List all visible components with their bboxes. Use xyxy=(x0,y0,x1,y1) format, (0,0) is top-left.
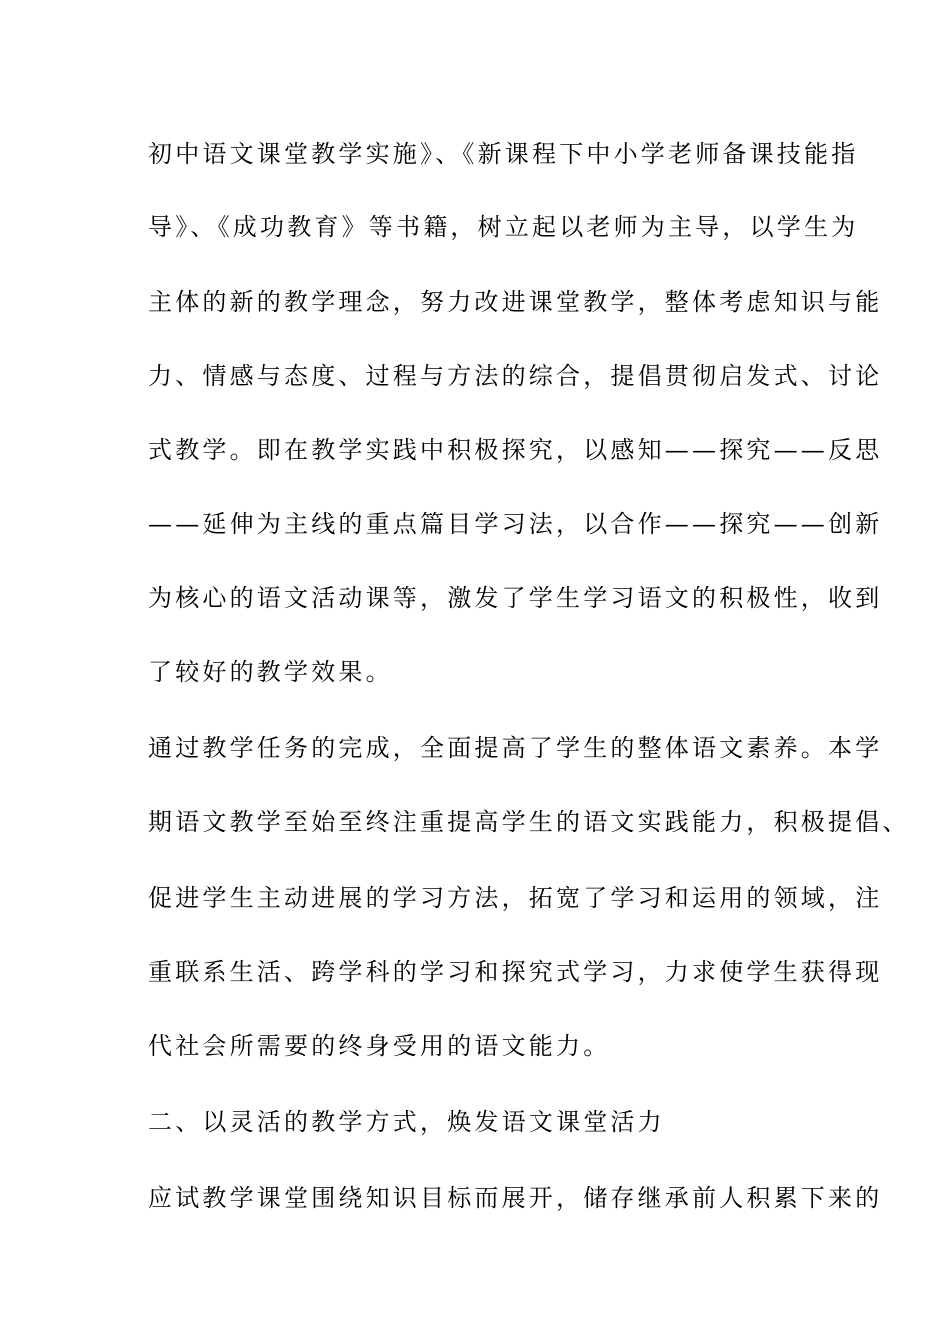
text-line: 式教学。即在教学实践中积极探究，以感知——探究——反思 xyxy=(148,436,883,464)
text-line: 通过教学任务的完成，全面提高了学生的整体语文素养。本学 xyxy=(148,734,883,762)
text-line: ——延伸为主线的重点篇目学习法，以合作——探究——创新 xyxy=(148,510,883,538)
text-line: 代社会所需要的终身受用的语文能力。 xyxy=(148,1032,611,1060)
text-line: 了较好的教学效果。 xyxy=(148,658,393,686)
text-line: 为核心的语文活动课等，激发了学生学习语文的积极性，收到 xyxy=(148,584,883,612)
section-heading: 二、以灵活的教学方式，焕发语文课堂活力 xyxy=(148,1108,665,1136)
text-line: 初中语文课堂教学实施》、《新课程下中小学老师备课技能指 xyxy=(148,140,859,168)
text-line: 主体的新的教学理念，努力改进课堂教学，整体考虑知识与能 xyxy=(148,288,883,316)
text-line: 期语文教学至始至终注重提高学生的语文实践能力，积极提倡、 xyxy=(148,808,910,836)
text-line: 导》、《成功教育》等书籍，树立起以老师为主导，以学生为 xyxy=(148,213,859,241)
text-line: 应试教学课堂围绕知识目标而展开，储存继承前人积累下来的 xyxy=(148,1184,883,1212)
text-line: 重联系生活、跨学科的学习和探究式学习，力求使学生获得现 xyxy=(148,958,883,986)
text-line: 力、情感与态度、过程与方法的综合，提倡贯彻启发式、讨论 xyxy=(148,362,883,390)
text-line: 促进学生主动进展的学习方法，拓宽了学习和运用的领域，注 xyxy=(148,884,883,912)
